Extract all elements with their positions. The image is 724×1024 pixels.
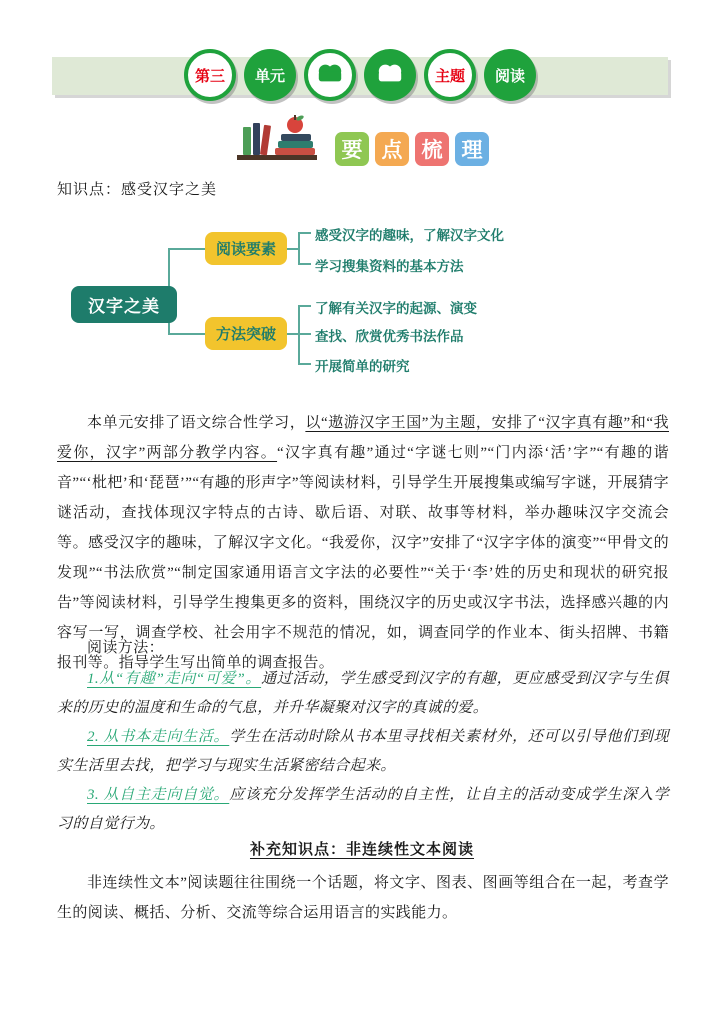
mindmap-connector xyxy=(168,333,207,335)
mindmap-leaf: 查找、欣赏优秀书法作品 xyxy=(315,329,464,344)
supplement-heading xyxy=(0,838,724,859)
badge-label: 主题 xyxy=(434,67,465,85)
mindmap-bracket xyxy=(298,363,311,365)
mindmap-leaf: 了解有关汉字的起源、演变 xyxy=(315,301,477,316)
mindmap-root-node: 汉字之美 xyxy=(71,286,177,323)
method-item-3 xyxy=(57,781,669,839)
mindmap-bracket xyxy=(298,232,300,265)
cloud-icon xyxy=(315,59,345,91)
method-body: 通过活动，学生感受到汉字的有趣，更应感受到汉字与生俱来的历史的温度和生命的气息，并升华凝聚对汉字的真诚的爱。 xyxy=(57,671,669,716)
title-tile-1: 要 xyxy=(335,132,369,166)
paragraph-lead: 本单元安排了语文综合性学习， xyxy=(87,415,306,431)
mindmap-connector xyxy=(168,248,207,250)
badge-cloud-solid xyxy=(364,49,416,101)
method-item-2 xyxy=(57,723,669,781)
method-lead: 2. 从书本走向生活。 xyxy=(87,729,230,745)
paragraph-underlined-span: 以“遨游汉字王国”为主题，安排了“汉字真有趣”和“我爱你，汉字”两部分教学内容。 xyxy=(57,415,669,461)
reading-methods-list xyxy=(57,665,669,839)
badge-row xyxy=(52,49,668,101)
title-tile-3: 梳 xyxy=(415,132,449,166)
paragraph-rest: “汉字真有趣”通过“字谜七则”“门内添‘活’字”“有趣的谐音”“‘枇杷’和‘琵琶’”“有趣的形声字”等阅读材料，引导学生开展搜集或编写字谜，开展猜字谜活动，查找体现汉字特点的古诗、歇后语、对联、故事等材料，举办趣味汉字交流会等。感受汉字的趣味，了解汉字文化。“我爱你，汉字”安排了“汉字字体的演变”“甲骨文的发现”“书法欣赏”“制定国家通用语言文字法的必要性”“关于‘李’姓的历史和现状的研究报告”等阅读材料，引导学生搜集更多的资料，围绕汉字的历史或汉字书法，选择感兴趣的内容写一写，调查学校、社会用字不规范的情况，如，调查同学的作业本、街头招牌、书籍报刊等。指导学生写出简单的调查报告。 xyxy=(57,445,669,671)
mindmap-leaf: 学习搜集资料的基本方法 xyxy=(315,259,464,274)
title-tile-2: 点 xyxy=(375,132,409,166)
bookshelf-icon xyxy=(235,113,321,168)
header-badge-bar xyxy=(52,57,668,95)
mindmap-branch-reading-elements: 阅读要素 xyxy=(205,232,287,265)
method-body: 应该充分发挥学生活动的自主性，让自主的活动变成学生深入学习的自觉行为。 xyxy=(57,787,669,832)
mindmap-bracket xyxy=(298,333,311,335)
badge-label: 阅读 xyxy=(494,67,525,85)
mindmap-bracket xyxy=(298,305,311,307)
mindmap-leaf: 开展简单的研究 xyxy=(315,359,410,374)
supplement-paragraph: 非连续性文本”阅读题往往围绕一个话题，将文字、图表、图画等组合在一起，考查学生的阅读、概括、分析、交流等综合运用语言的实践能力。 xyxy=(57,875,669,921)
mindmap xyxy=(57,205,669,400)
method-lead: 3. 从自主走向自觉。 xyxy=(87,787,230,803)
badge-label: 单元 xyxy=(254,67,285,85)
badge-unit-word xyxy=(244,49,296,101)
badge-label: 第三 xyxy=(194,67,225,85)
knowledge-point-label: 知识点：感受汉字之美 xyxy=(57,182,218,198)
title-tile-4: 理 xyxy=(455,132,489,166)
badge-cloud-outline xyxy=(304,49,356,101)
mindmap-bracket xyxy=(298,263,311,265)
method-item-1 xyxy=(57,665,669,723)
reading-methods-title: 阅读方法： xyxy=(87,640,165,656)
method-body: 学生在活动时除从书本里寻找相关素材外，还可以引导他们到现实生活里去找，把学习与现实生活紧密结合起来。 xyxy=(57,729,669,774)
badge-unit-number xyxy=(184,49,236,101)
section-title-row xyxy=(0,114,724,168)
mindmap-branch-method-breakthrough: 方法突破 xyxy=(205,317,287,350)
method-lead: 1.从“有趣”走向“可爱”。 xyxy=(87,671,262,687)
mindmap-bracket xyxy=(298,232,311,234)
mindmap-leaf: 感受汉字的趣味，了解汉字文化 xyxy=(315,228,504,243)
supplement-heading-text: 补充知识点：非连续性文本阅读 xyxy=(249,842,474,858)
cloud-icon xyxy=(375,59,405,91)
badge-reading xyxy=(484,49,536,101)
badge-theme xyxy=(424,49,476,101)
